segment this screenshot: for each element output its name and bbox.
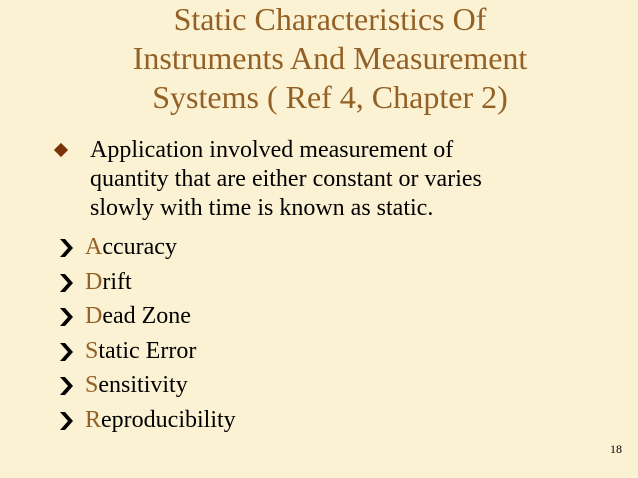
slide-title [80, 0, 580, 117]
main-bullet-text [90, 136, 576, 223]
list-item-reproducibility [58, 403, 236, 438]
item-rest: eproducibility [101, 406, 236, 433]
diamond-bullet-icon [54, 143, 68, 157]
list-item-accuracy [58, 230, 236, 265]
list-item-drift [58, 265, 236, 300]
item-initial: A [85, 234, 103, 260]
arrow-bullet-icon [58, 374, 85, 396]
arrow-bullet-icon [58, 236, 85, 258]
list-item-static-error [58, 334, 236, 369]
arrow-bullet-icon [58, 340, 85, 362]
item-initial: D [85, 303, 103, 329]
item-rest: ccuracy [102, 234, 177, 260]
arrow-bullet-icon [58, 409, 85, 431]
title-line-3: Systems ( Ref 4, Chapter 2) [152, 79, 508, 115]
title-line-1: Static Characteristics Of [173, 1, 487, 37]
title-line-2: Instruments And Measurement [132, 40, 528, 76]
arrow-bullet-icon [58, 271, 85, 293]
main-bullet-line-1: Application involved measurement of [90, 137, 454, 163]
item-rest: ead Zone [102, 303, 191, 329]
main-bullet [56, 136, 576, 223]
item-initial: D [85, 268, 103, 295]
list-item-sensitivity [58, 368, 236, 403]
page-number: 18 [610, 442, 622, 456]
characteristics-list [58, 230, 236, 437]
item-rest: rift [102, 268, 132, 295]
item-initial: S [85, 337, 99, 364]
item-rest: tatic Error [98, 337, 197, 364]
list-item-dead-zone [58, 299, 236, 334]
item-initial: R [85, 406, 102, 433]
item-initial: S [85, 372, 99, 398]
arrow-bullet-icon [58, 305, 85, 327]
main-bullet-line-3: slowly with time is known as static. [90, 195, 434, 221]
item-rest: ensitivity [98, 372, 188, 398]
main-bullet-line-2: quantity that are either constant or varies [90, 166, 482, 192]
